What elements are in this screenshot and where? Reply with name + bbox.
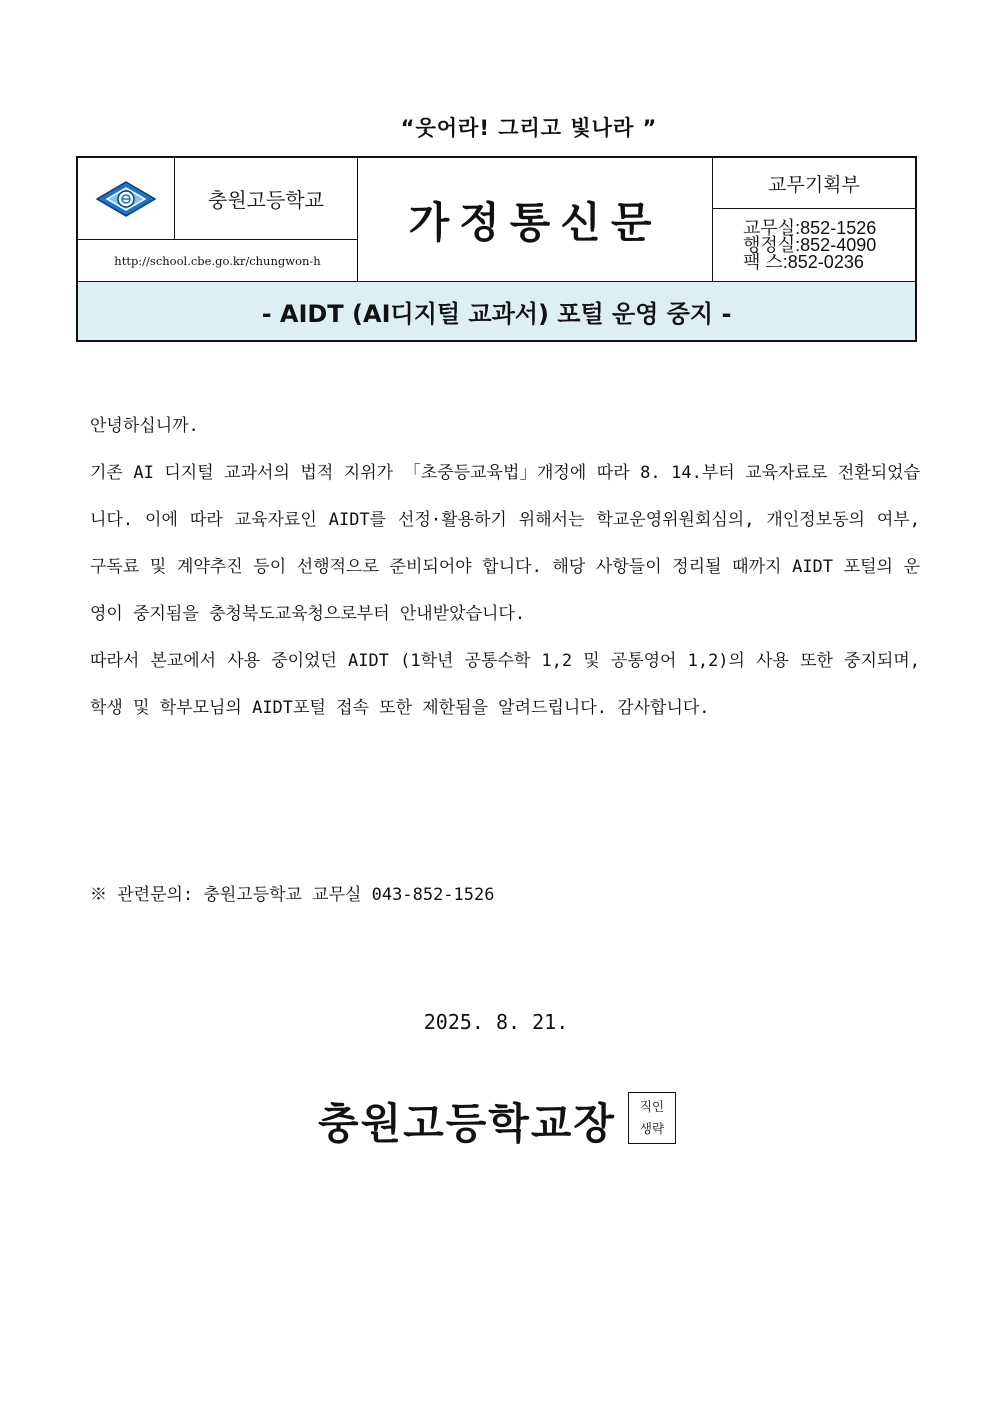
principal-signature: 충원고등학교장 [318,1099,617,1148]
letter-header [76,156,917,342]
inquiry-note: ※ 관련문의: 충원고등학교 교무실 043-852-1526 [90,885,495,905]
logo-cell [78,158,175,240]
contact-line-admin: 행정실:852-4090 [743,234,877,255]
body-paragraph-2: 따라서 본교에서 사용 중이었던 AIDT (1학년 공통수학 1,2 및 공통영어 1,2)의 사용 또한 중지되며, 학생 및 학부모님의 AIDT포털 접속 또한 제한됨을 알려드립니다. 감사합니다. [90,651,920,718]
seal-omitted-box [628,1092,676,1144]
contact-info [713,209,915,281]
school-motto: “웃어라! 그리고 빛나라 ” [400,116,658,140]
letter-title: 가정통신문 [358,158,713,281]
seal-line-1: 직인 [639,1099,665,1114]
contact-line-office: 교무실:852-1526 [743,217,877,238]
letter-body [90,403,920,732]
department: 교무기획부 [713,158,915,209]
greeting: 안녕하십니까. [90,416,199,436]
subject-banner: - AIDT (AI디지털 교과서) 포털 운영 중지 - [78,281,915,340]
contact-line-fax: 팩 스:852-0236 [743,251,864,272]
school-name: 충원고등학교 [175,158,358,240]
school-emblem-icon [95,180,157,218]
letter-date: 2025. 8. 21. [423,1010,569,1034]
school-url: http://school.cbe.go.kr/chungwon-h [78,240,358,281]
body-paragraph-1: 기존 AI 디지털 교과서의 법적 지위가 「초중등교육법」개정에 따라 8. 14.부터 교육자료로 전환되었습니다. 이에 따라 교육자료인 AIDT를 선정·활용하기 위해서는 학교운영위원회심의, 개인정보동의 여부, 구독료 및 계약추진 등이 선행적으로 준비되어야 합니다. 해당 사항들이 정리될 때까지 AIDT 포털의 운영이 중지됨을 충청북도교육청으로부터 안내받았습니다. [90,463,920,624]
seal-line-2: 생략 [639,1121,665,1136]
